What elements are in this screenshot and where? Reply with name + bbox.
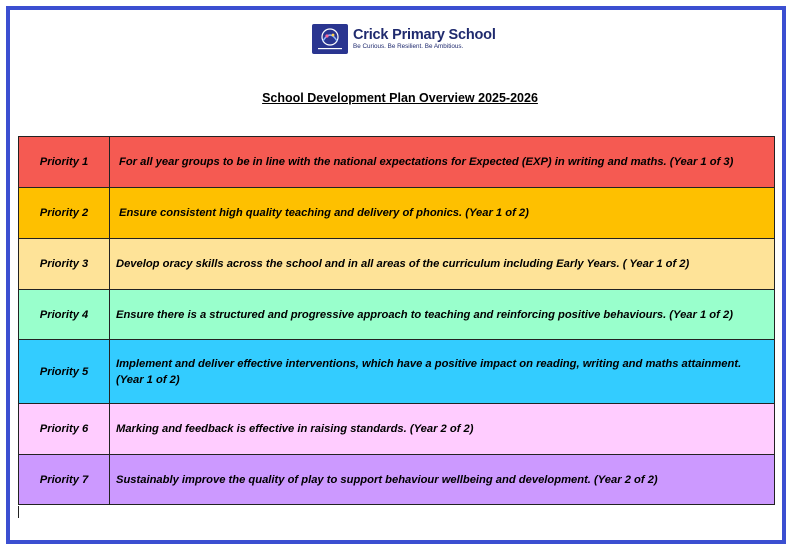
priority-row — [19, 404, 775, 455]
priority-label: Priority 5 — [19, 340, 110, 404]
priority-description: Ensure there is a structured and progressive approach to teaching and reinforcing positive behaviours. (Year 1 of 2) — [110, 290, 775, 340]
school-crest-icon — [312, 24, 348, 54]
priority-label: Priority 1 — [19, 137, 110, 188]
priority-row — [19, 239, 775, 290]
priority-row — [19, 455, 775, 505]
priorities-table — [18, 136, 775, 505]
school-tagline: Be Curious. Be Resilient. Be Ambitious. — [353, 43, 464, 51]
priority-description: For all year groups to be in line with the national expectations for Expected (EXP) in writing and maths. (Year 1 of 3) — [110, 137, 775, 188]
priority-description: Sustainably improve the quality of play to support behaviour wellbeing and development. (Year 2 of 2) — [110, 455, 775, 505]
table-divider — [18, 506, 19, 518]
priority-row — [19, 340, 775, 404]
school-logo — [312, 24, 496, 54]
priority-description: Ensure consistent high quality teaching and delivery of phonics. (Year 1 of 2) — [110, 188, 775, 239]
priority-label: Priority 4 — [19, 290, 110, 340]
priority-row — [19, 188, 775, 239]
priority-description: Marking and feedback is effective in raising standards. (Year 2 of 2) — [110, 404, 775, 455]
priority-label: Priority 2 — [19, 188, 110, 239]
priority-description: Develop oracy skills across the school and in all areas of the curriculum including Early Years. ( Year 1 of 2) — [110, 239, 775, 290]
school-name: Crick Primary School — [353, 26, 496, 43]
page-title: School Development Plan Overview 2025-2026 — [262, 91, 538, 105]
priority-description: Implement and deliver effective interventions, which have a positive impact on reading, writing and maths attainment. (Year 1 of 2) — [110, 340, 775, 404]
priority-label: Priority 3 — [19, 239, 110, 290]
priority-row — [19, 137, 775, 188]
priority-label: Priority 7 — [19, 455, 110, 505]
priority-label: Priority 6 — [19, 404, 110, 455]
priority-row — [19, 290, 775, 340]
